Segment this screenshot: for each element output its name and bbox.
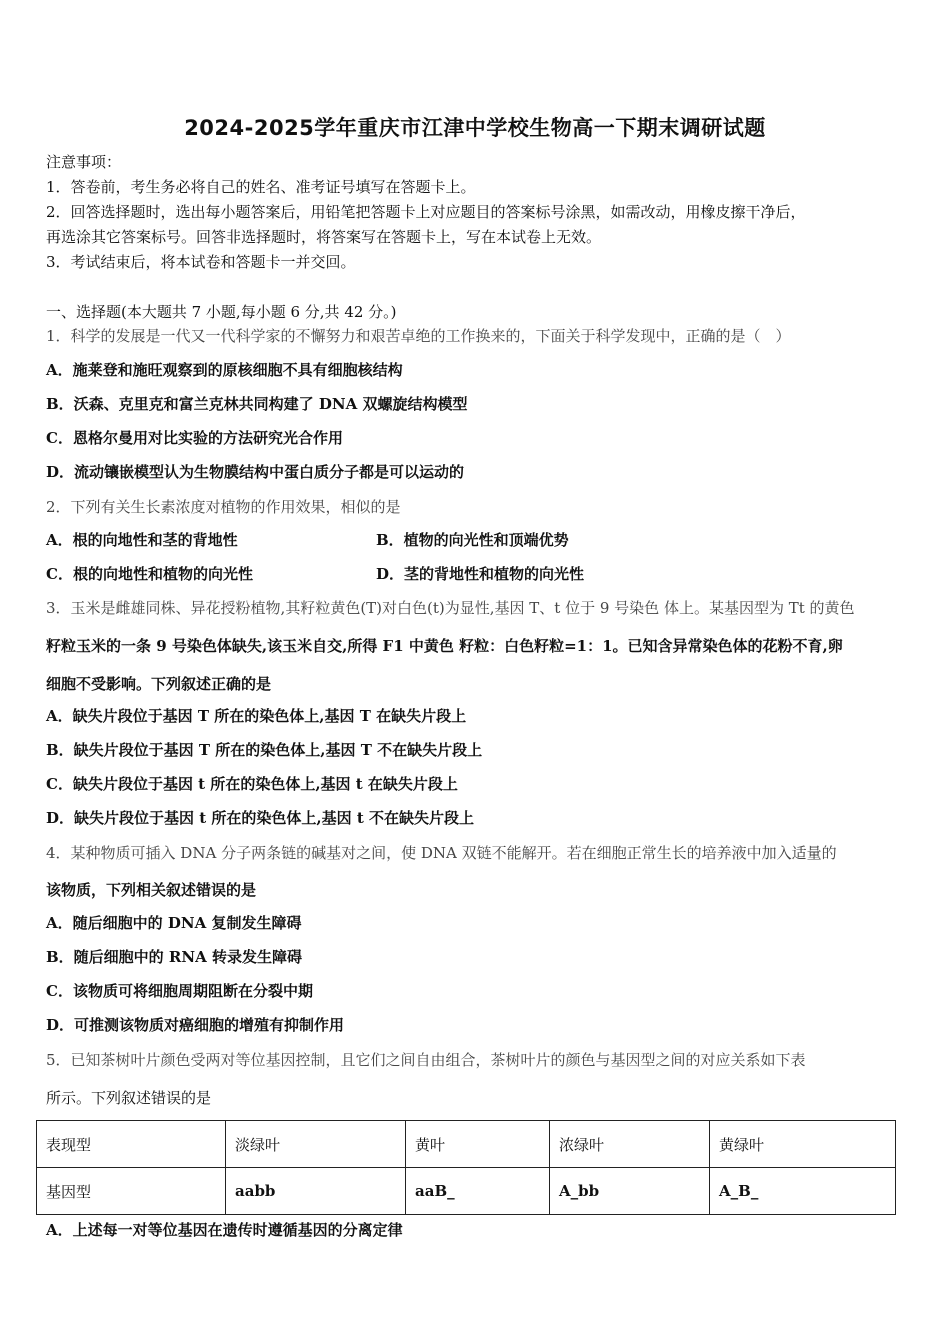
notice-heading: 注意事项： <box>46 153 122 171</box>
table-cell: A_bb <box>550 1168 710 1215</box>
question-1-option-d: D．流动镶嵌模型认为生物膜结构中蛋白质分子都是可以运动的 <box>46 463 465 481</box>
table-cell: 浓绿叶 <box>550 1121 710 1168</box>
table-row <box>37 1168 896 1215</box>
notice-item-2-cont: 再选涂其它答案标号。回答非选择题时，将答案写在答题卡上，写在本试卷上无效。 <box>46 228 602 246</box>
question-1-option-c: C．恩格尔曼用对比实验的方法研究光合作用 <box>46 429 343 447</box>
question-4-option-d: D．可推测该物质对癌细胞的增殖有抑制作用 <box>46 1016 345 1034</box>
table-cell: 表现型 <box>37 1121 226 1168</box>
table-cell: aabb <box>226 1168 406 1215</box>
question-1-stem: 1．科学的发展是一代又一代科学家的不懈努力和艰苦卓绝的工作换来的，下面关于科学发现中，正确的是（ ） <box>46 327 791 345</box>
question-4-option-b: B．随后细胞中的 RNA 转录发生障碍 <box>46 948 302 966</box>
question-3-stem-line-1: 3．玉米是雌雄同株、异花授粉植物,其籽粒黄色(T)对白色(t)为显性,基因 T、t 位于 9 号染色 体上。某基因型为 Tt 的黄色 <box>46 599 855 617</box>
table-cell: 黄绿叶 <box>710 1121 896 1168</box>
question-3-option-d: D．缺失片段位于基因 t 所在的染色体上,基因 t 不在缺失片段上 <box>46 809 474 827</box>
question-3-option-b: B．缺失片段位于基因 T 所在的染色体上,基因 T 不在缺失片段上 <box>46 741 483 759</box>
question-4-stem-line-2: 该物质，下列相关叙述错误的是 <box>46 881 257 899</box>
page-title: 2024-2025学年重庆市江津中学校生物高一下期末调研试题 <box>184 116 766 140</box>
question-2-option-d: D．茎的背地性和植物的向光性 <box>376 565 585 583</box>
section-heading: 一、选择题(本大题共 7 小题,每小题 6 分,共 42 分。) <box>46 303 397 321</box>
table-cell: 基因型 <box>37 1168 226 1215</box>
table-cell: 淡绿叶 <box>226 1121 406 1168</box>
question-2-option-b: B．植物的向光性和顶端优势 <box>376 531 569 549</box>
table-cell: 黄叶 <box>406 1121 550 1168</box>
question-5-stem-line-1: 5．已知茶树叶片颜色受两对等位基因控制，且它们之间自由组合，茶树叶片的颜色与基因型之间的对应关系如下表 <box>46 1051 806 1069</box>
question-3-option-c: C．缺失片段位于基因 t 所在的染色体上,基因 t 在缺失片段上 <box>46 775 458 793</box>
question-5-option-a: A．上述每一对等位基因在遗传时遵循基因的分离定律 <box>46 1221 403 1239</box>
question-2-option-a: A．根的向地性和茎的背地性 <box>46 531 238 549</box>
notice-item-2: 2．回答选择题时，选出每小题答案后，用铅笔把答题卡上对应题目的答案标号涂黑，如需改动，用橡皮擦干净后， <box>46 203 806 221</box>
question-4-option-a: A．随后细胞中的 DNA 复制发生障碍 <box>46 914 302 932</box>
question-3-stem-line-3: 细胞不受影响。下列叙述正确的是 <box>46 675 272 693</box>
question-5-stem-line-2: 所示。下列叙述错误的是 <box>46 1089 212 1107</box>
question-1-option-b: B．沃森、克里克和富兰克林共同构建了 DNA 双螺旋结构模型 <box>46 395 468 413</box>
question-4-stem-line-1: 4．某种物质可插入 DNA 分子两条链的碱基对之间，使 DNA 双链不能解开。若在细胞正常生长的培养液中加入适量的 <box>46 844 837 862</box>
notice-item-1: 1．答卷前，考生务必将自己的姓名、准考证号填写在答题卡上。 <box>46 178 476 196</box>
question-2-option-c: C．根的向地性和植物的向光性 <box>46 565 253 583</box>
question-4-option-c: C．该物质可将细胞周期阻断在分裂中期 <box>46 982 313 1000</box>
notice-item-3: 3．考试结束后，将本试卷和答题卡一并交回。 <box>46 253 356 271</box>
question-3-option-a: A．缺失片段位于基因 T 所在的染色体上,基因 T 在缺失片段上 <box>46 707 467 725</box>
question-2-stem: 2．下列有关生长素浓度对植物的作用效果，相似的是 <box>46 498 401 516</box>
table-row <box>37 1121 896 1168</box>
genotype-table <box>36 1120 896 1215</box>
table-cell: aaB_ <box>406 1168 550 1215</box>
table-cell: A_B_ <box>710 1168 896 1215</box>
question-1-option-a: A．施莱登和施旺观察到的原核细胞不具有细胞核结构 <box>46 361 403 379</box>
question-3-stem-line-2: 籽粒玉米的一条 9 号染色体缺失,该玉米自交,所得 F1 中黄色 籽粒：白色籽粒=1：1。已知含异常染色体的花粉不育,卵 <box>46 637 843 655</box>
